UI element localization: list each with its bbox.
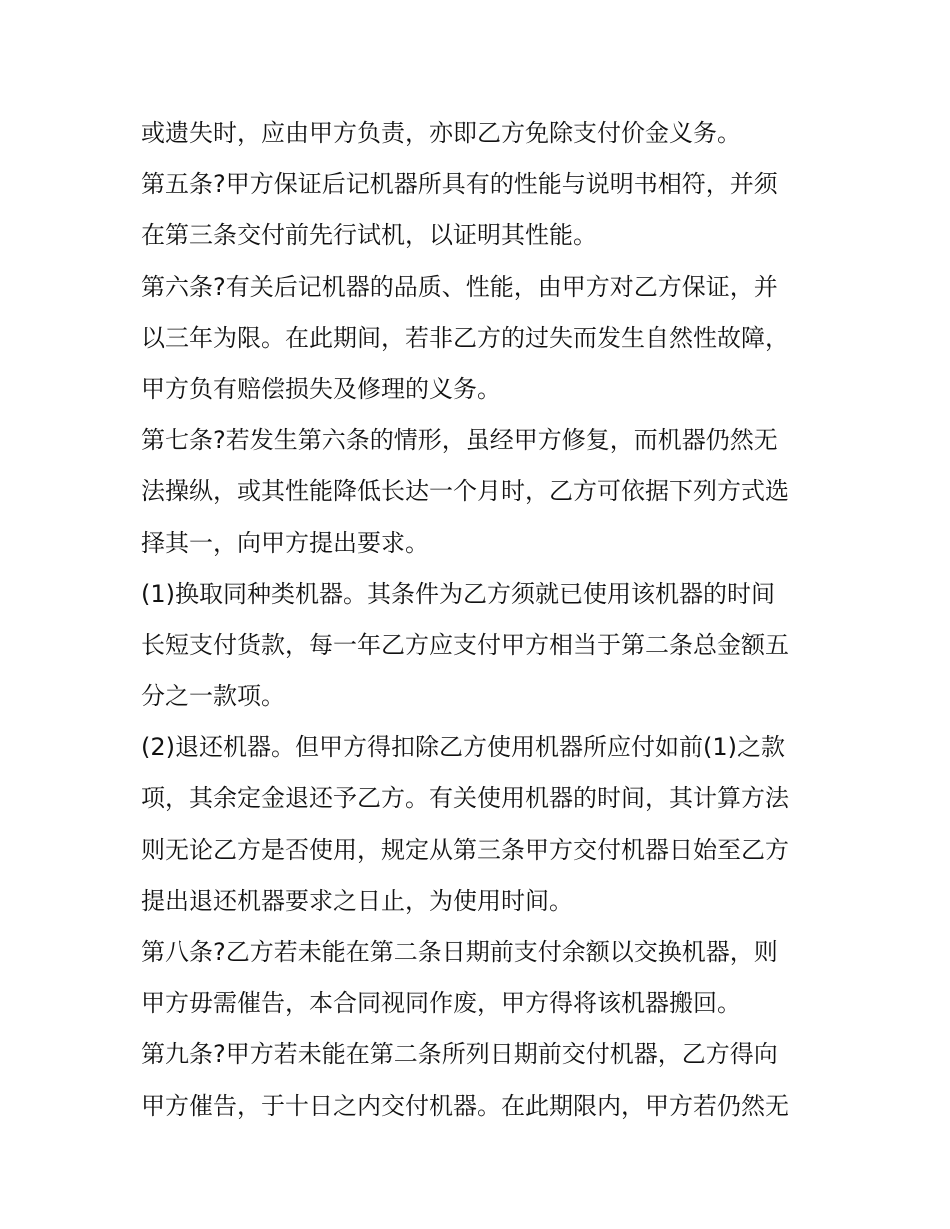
text-line: 第八条?乙方若未能在第二条日期前支付余额以交换机器，则 (141, 938, 778, 966)
text-line: 分之一款项。 (141, 682, 285, 711)
text-line: 择其一，向甲方提出要求。 (141, 528, 429, 557)
text-line: 第六条?有关后记机器的品质、性能，由甲方对乙方保证，并 (141, 272, 778, 301)
text-line: 甲方负有赔偿损失及修理的义务。 (141, 374, 501, 403)
text-line: 项，其余定金退还予乙方。有关使用机器的时间，其计算方法 (141, 784, 789, 813)
text-line: 第五条?甲方保证后记机器所具有的性能与说明书相符，并须 (141, 170, 778, 199)
text-line: 第七条?若发生第六条的情形，虽经甲方修复，而机器仍然无 (141, 426, 778, 455)
text-line: 则无论乙方是否使用，规定从第三条甲方交付机器日始至乙方 (141, 835, 789, 864)
document-body (141, 108, 821, 1132)
text-line: 以三年为限。在此期间，若非乙方的过失而发生自然性故障， (141, 323, 789, 352)
text-line: 在第三条交付前先行试机，以证明其性能。 (141, 221, 597, 250)
text-line: 提出退还机器要求之日止，为使用时间。 (141, 886, 573, 915)
text-line: 法操纵，或其性能降低长达一个月时，乙方可依据下列方式选 (141, 477, 789, 506)
text-line: 第九条?甲方若未能在第二条所列日期前交付机器，乙方得向 (141, 1040, 778, 1069)
text-line: 甲方毋需催告，本合同视同作废，甲方得将该机器搬回。 (141, 989, 741, 1018)
text-line: 长短支付货款，每一年乙方应支付甲方相当于第二条总金额五 (141, 630, 789, 659)
text-line: (1)换取同种类机器。其条件为乙方须就已使用该机器的时间 (141, 579, 775, 608)
text-line: 甲方催告，于十日之内交付机器。在此期限内，甲方若仍然无 (141, 1091, 789, 1120)
text-line: (2)退还机器。但甲方得扣除乙方使用机器所应付如前(1)之款 (141, 733, 785, 762)
text-line: 或遗失时，应由甲方负责，亦即乙方免除支付价金义务。 (141, 119, 741, 147)
